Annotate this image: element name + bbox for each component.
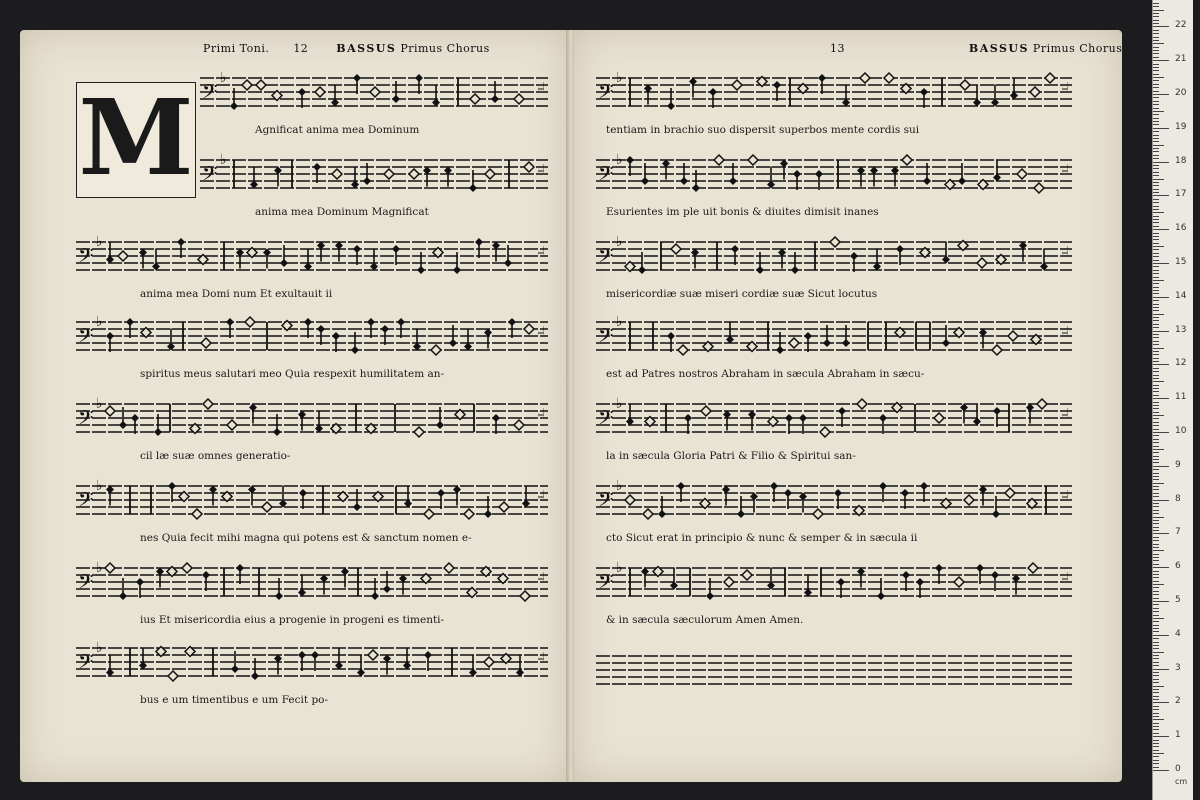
- page-number: 13: [830, 42, 845, 55]
- initial-letter: M: [78, 76, 194, 199]
- svg-text:𝆶: 𝆶: [538, 323, 545, 337]
- flat-sign-icon: ♭: [616, 396, 623, 412]
- bass-clef-icon: 𝄢: [598, 80, 614, 108]
- svg-text:𝆶: 𝆶: [538, 569, 545, 583]
- flat-sign-icon: ♭: [616, 314, 623, 330]
- ruler-mark: 6: [1175, 561, 1181, 572]
- svg-text:𝆶: 𝆶: [1062, 569, 1069, 583]
- ruler-mark: 4: [1175, 628, 1181, 639]
- flat-sign-icon: ♭: [96, 478, 103, 494]
- music-staff: [596, 314, 1072, 360]
- ruler-mark: 13: [1175, 324, 1187, 335]
- music-staff: [76, 560, 548, 606]
- bass-clef-icon: 𝄢: [598, 244, 614, 272]
- flat-sign-icon: ♭: [616, 234, 623, 250]
- flat-sign-icon: ♭: [616, 478, 623, 494]
- svg-text:𝆶: 𝆶: [1062, 487, 1069, 501]
- svg-text:𝆶: 𝆶: [538, 487, 545, 501]
- measuring-ruler: [1152, 0, 1193, 800]
- flat-sign-icon: ♭: [616, 560, 623, 576]
- music-staff: [76, 640, 548, 686]
- lyric-line: tentiam in brachio suo dispersit superbos mente cordis sui: [606, 124, 920, 136]
- bass-clef-icon: 𝄢: [78, 244, 94, 272]
- svg-text:𝆶: 𝆶: [538, 405, 545, 419]
- voice-label: BASSUS: [336, 42, 397, 55]
- ruler-mark: 8: [1175, 493, 1181, 504]
- lyric-line: Agnificat anima mea Dominum: [255, 124, 420, 136]
- lyric-line: Esurientes im ple uit bonis & diuites dimisit inanes: [606, 206, 879, 218]
- lyric-line: bus e um timentibus e um Fecit po-: [140, 694, 329, 706]
- ruler-mark: 0: [1175, 764, 1181, 774]
- flat-sign-icon: ♭: [616, 70, 623, 86]
- bass-clef-icon: 𝄢: [78, 488, 94, 516]
- lyric-line: la in sæcula Gloria Patri & Filio & Spiritui san-: [606, 450, 856, 462]
- music-staff: [596, 70, 1072, 116]
- music-staff: [596, 396, 1072, 442]
- music-staff: [596, 152, 1072, 198]
- flat-sign-icon: ♭: [96, 640, 103, 656]
- left-header: [203, 42, 490, 55]
- ruler-mark: 14: [1175, 290, 1187, 301]
- ruler-mark: 11: [1175, 392, 1187, 403]
- bass-clef-icon: 𝄢: [78, 406, 94, 434]
- bass-clef-icon: 𝄢: [598, 324, 614, 352]
- running-title: Primi Toni.: [203, 42, 270, 55]
- choir-label: Primus Chorus: [1032, 42, 1123, 55]
- bass-clef-icon: 𝄢: [598, 162, 614, 190]
- flat-sign-icon: ♭: [96, 396, 103, 412]
- bass-clef-icon: 𝄢: [202, 162, 218, 190]
- lyric-line: anima mea Domi num Et exultauit ii: [140, 288, 333, 300]
- lyric-line: est ad Patres nostros Abraham in sæcula Abraham in sæcu-: [606, 368, 925, 380]
- svg-text:𝆶: 𝆶: [538, 161, 545, 175]
- bass-clef-icon: 𝄢: [598, 406, 614, 434]
- music-staff: [76, 396, 548, 442]
- bass-clef-icon: 𝄢: [78, 650, 94, 678]
- ruler-mark: 2: [1175, 696, 1181, 707]
- ruler-mark: 1: [1175, 730, 1181, 741]
- lyric-line: anima mea Dominum Magnificat: [255, 206, 429, 218]
- ruler-mark: 12: [1175, 358, 1187, 369]
- music-staff: [200, 70, 548, 116]
- svg-text:𝆶: 𝆶: [1062, 405, 1069, 419]
- music-staff: [596, 234, 1072, 280]
- ruler-mark: 16: [1175, 223, 1187, 234]
- decorated-initial: [76, 76, 196, 199]
- ruler-mark: 17: [1175, 189, 1187, 200]
- lyric-line: cil læ suæ omnes generatio-: [140, 450, 291, 462]
- flat-sign-icon: ♭: [616, 152, 623, 168]
- music-staff: [200, 152, 548, 198]
- bass-clef-icon: 𝄢: [202, 80, 218, 108]
- lyric-line: nes Quia fecit mihi magna qui potens est & sanctum nomen e-: [140, 532, 472, 544]
- ruler-mark: 10: [1175, 426, 1187, 436]
- svg-text:𝆶: 𝆶: [538, 243, 545, 257]
- lyric-line: & in sæcula sæculorum Amen Amen.: [606, 614, 804, 626]
- flat-sign-icon: ♭: [96, 560, 103, 576]
- flat-sign-icon: ♭: [96, 314, 103, 330]
- ruler-mark: 19: [1175, 121, 1187, 132]
- bass-clef-icon: 𝄢: [78, 570, 94, 598]
- music-staff: [596, 478, 1072, 524]
- flat-sign-icon: ♭: [220, 70, 227, 86]
- bass-clef-icon: 𝄢: [598, 488, 614, 516]
- ruler-mark: 18: [1175, 155, 1187, 166]
- bass-clef-icon: 𝄢: [598, 570, 614, 598]
- ruler-mark: 20: [1175, 88, 1187, 98]
- empty-staff: [596, 648, 1072, 694]
- ruler-mark: 15: [1175, 257, 1187, 267]
- voice-label: BASSUS: [968, 42, 1029, 55]
- svg-text:𝆶: 𝆶: [538, 79, 545, 93]
- right-header: [830, 42, 1122, 55]
- music-staff: [76, 314, 548, 360]
- music-staff: [76, 478, 548, 524]
- ruler-mark: 22: [1175, 20, 1187, 31]
- lyric-line: cto Sicut erat in principio & nunc & semper & in sæcula ii: [606, 532, 918, 544]
- svg-text:𝆶: 𝆶: [1062, 79, 1069, 93]
- ruler-mark: 7: [1175, 527, 1181, 538]
- choir-label: Primus Chorus: [400, 42, 490, 55]
- ruler-mark: 5: [1175, 595, 1181, 605]
- flat-sign-icon: ♭: [220, 152, 227, 168]
- lyric-line: ius Et misericordia eius a progenie in progeni es timenti-: [140, 614, 445, 626]
- music-staff: [76, 234, 548, 280]
- svg-text:𝆶: 𝆶: [538, 649, 545, 663]
- music-staff: [596, 560, 1072, 606]
- ruler-mark: 3: [1175, 662, 1181, 673]
- lyric-line: spiritus meus salutari meo Quia respexit humilitatem an-: [140, 368, 445, 380]
- svg-text:𝆶: 𝆶: [1062, 161, 1069, 175]
- flat-sign-icon: ♭: [96, 234, 103, 250]
- lyric-line: misericordiæ suæ miseri cordiæ suæ Sicut locutus: [606, 288, 878, 300]
- ruler-mark: 9: [1175, 459, 1181, 470]
- ruler-unit: cm: [1175, 777, 1188, 786]
- page-number: 12: [293, 42, 309, 55]
- ruler-mark: 21: [1175, 54, 1187, 65]
- svg-text:𝆶: 𝆶: [1062, 323, 1069, 337]
- svg-text:𝆶: 𝆶: [1062, 243, 1069, 257]
- bass-clef-icon: 𝄢: [78, 324, 94, 352]
